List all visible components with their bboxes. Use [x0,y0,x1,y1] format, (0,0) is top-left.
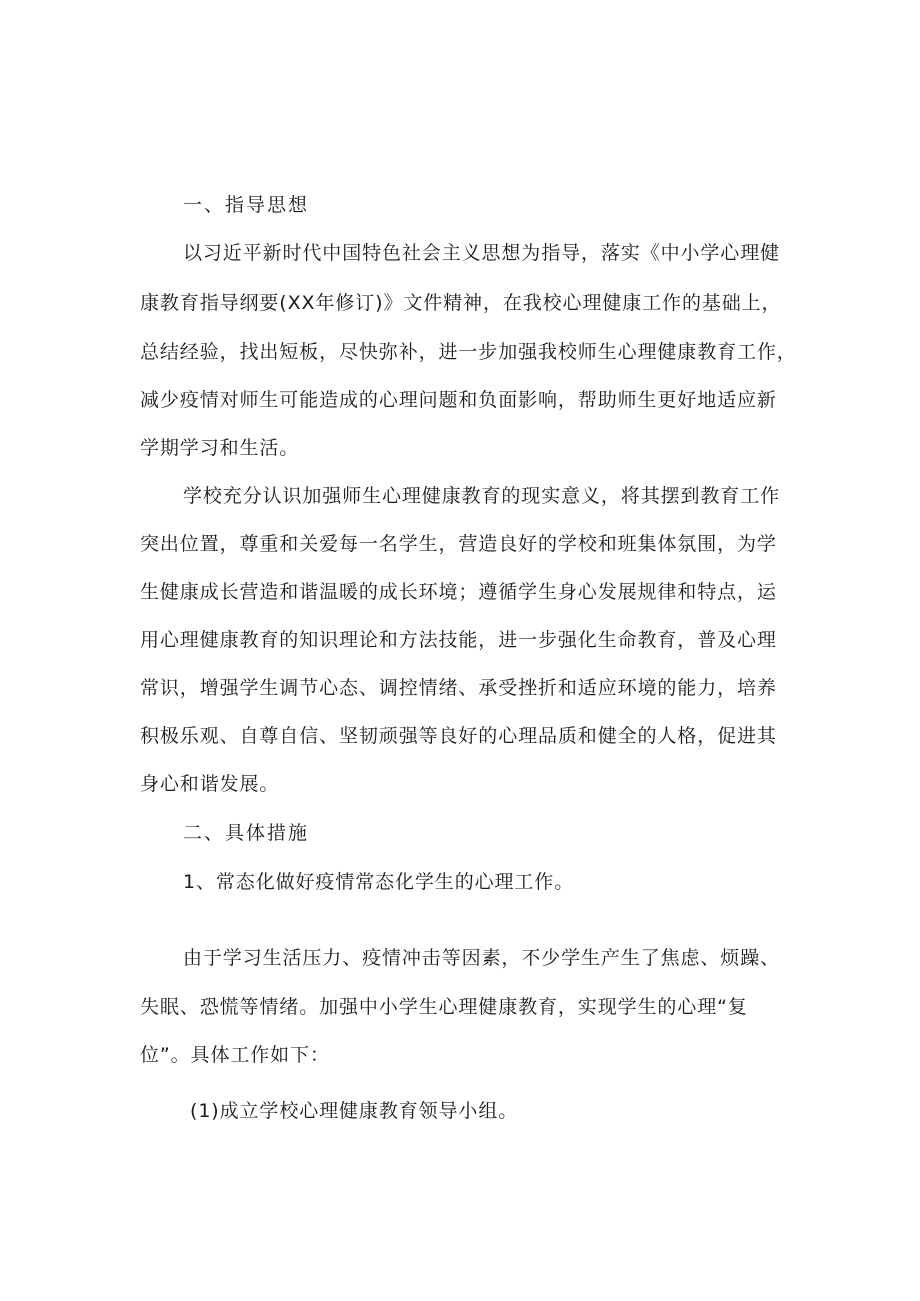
paragraph-line: 常识，增强学生调节心态、调控情绪、承受挫折和适应环境的能力，培养 [140,677,777,699]
paragraph-line: 用心理健康教育的知识理论和方法技能，进一步强化生命教育，普及心理 [140,629,777,651]
paragraph-line: 以习近平新时代中国特色社会主义思想为指导，落实《中小学心理健 [183,242,781,264]
paragraph-line: 康教育指导纲要(XX年修订)》文件精神，在我校心理健康工作的基础上， [140,292,782,314]
list-item-heading: 1、常态化做好疫情常态化学生的心理工作。 [183,871,575,893]
section-heading-specific-measures: 二、具体措施 [183,822,310,844]
paragraph-line: 突出位置，尊重和关爱每一名学生，营造良好的学校和班集体氛围，为学 [140,533,777,555]
paragraph-line: 位”。具体工作如下： [140,1044,330,1066]
section-heading-guiding-ideology: 一、指导思想 [183,194,310,216]
paragraph-line: 身心和谐发展。 [140,773,280,795]
paragraph-line: 生健康成长营造和谐温暖的成长环境；遵循学生身心发展规律和特点，运 [140,581,777,603]
paragraph-line: 学校充分认识加强师生心理健康教育的现实意义，将其摆到教育工作 [183,485,781,507]
paragraph-line: 失眠、恐慌等情绪。加强中小学生心理健康教育，实现学生的心理“复 [140,996,748,1018]
paragraph-line: 学期学习和生活。 [140,437,300,459]
sub-item-heading: (1)成立学校心理健康教育领导小组。 [190,1100,519,1122]
paragraph-line: 减少疫情对师生可能造成的心理问题和负面影响，帮助师生更好地适应新 [140,389,777,411]
paragraph-line: 积极乐观、自尊自信、坚韧顽强等良好的心理品质和健全的人格，促进其 [140,725,777,747]
paragraph-line: 由于学习生活压力、疫情冲击等因素，不少学生产生了焦虑、烦躁、 [183,947,781,969]
paragraph-line: 总结经验，找出短板，尽快弥补，进一步加强我校师生心理健康教育工作， [140,341,797,363]
